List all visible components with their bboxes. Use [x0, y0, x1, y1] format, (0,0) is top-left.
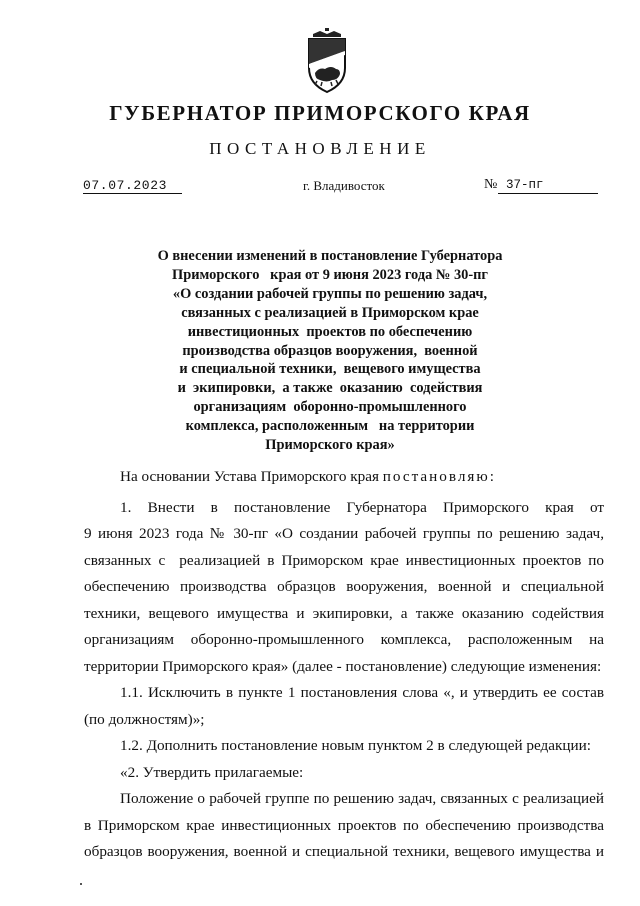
- document-body: [84, 464, 604, 866]
- para3-line: Положение о рабочей группе по решению задач, связанных с реализацией: [120, 790, 604, 807]
- number-underline: [498, 193, 598, 194]
- document-subject: [140, 247, 520, 455]
- coat-of-arms-icon: [305, 28, 349, 94]
- intro-paragraph: [84, 464, 604, 491]
- paragraph-1-2: [84, 733, 604, 760]
- document-type: ПОСТАНОВЛЕНИЕ: [209, 139, 431, 158]
- para11-line: (по должностям)»;: [84, 710, 205, 728]
- date-underline: [83, 193, 182, 194]
- para1-line: обеспечению производства образцов вооружения, военной и специальной: [84, 578, 604, 595]
- intro-decree-word: постановляю:: [382, 468, 496, 485]
- para12-line: 1.2. Дополнить постановление новым пунктом 2 в следующей редакции:: [120, 737, 591, 754]
- para1-line: 1. Внести в постановление Губернатора Приморского края от: [120, 498, 604, 516]
- paragraph-2: [84, 760, 604, 787]
- subject-line: и специальной техники, вещевого имущества: [179, 361, 481, 378]
- subject-line: и экипировки, а также оказанию содействия: [177, 380, 483, 397]
- document-number: 37-пг: [506, 178, 544, 192]
- subject-line: связанных с реализацией в Приморском крае: [181, 304, 479, 321]
- document-meta: [0, 178, 640, 200]
- subject-line: Приморского края»: [265, 437, 395, 454]
- subject-line: организациям оборонно-промышленного: [193, 399, 467, 416]
- scan-speck: [80, 883, 82, 885]
- subject-line: комплекса, расположенным на территории: [185, 418, 475, 435]
- document-city: г. Владивосток: [303, 178, 385, 193]
- paragraph-3: [84, 786, 604, 866]
- para2-line: «2. Утвердить прилагаемые:: [120, 763, 304, 781]
- para1-line: связанных с реализацией в Приморском крае инвестиционных проектов по: [84, 551, 604, 569]
- subject-line: О внесении изменений в постановление Губернатора: [157, 248, 503, 264]
- paragraph-1: [84, 495, 604, 681]
- subject-line: инвестиционных проектов по обеспечению: [187, 323, 473, 340]
- subject-line: Приморского края от 9 июня 2023 года № 30-пг: [172, 266, 488, 283]
- document-date: 07.07.2023: [83, 178, 168, 193]
- para1-line: территории Приморского края» (далее - постановление) следующие изменения:: [84, 657, 602, 675]
- para3-line: образцов вооружения, военной и специальной техники, вещевого имущества и: [84, 843, 604, 860]
- para1-line: техники, вещевого имущества и экипировки, а также оказанию содействия: [84, 604, 604, 622]
- para11-line: 1.1. Исключить в пункте 1 постановления слова «, и утвердить ее состав: [120, 684, 604, 701]
- para1-line: 9 июня 2023 года № 30-пг «О создании рабочей группы по решению задач,: [84, 525, 604, 542]
- para1-line: организациям оборонно-промышленного комплекса, расположенным на: [84, 631, 604, 648]
- subject-line: производства образцов вооружения, военной: [182, 342, 478, 359]
- authority-heading: ГУБЕРНАТОР ПРИМОРСКОГО КРАЯ: [109, 101, 531, 125]
- number-sign: №: [484, 177, 498, 192]
- subject-line: «О создании рабочей группы по решению задач,: [172, 285, 488, 302]
- para3-line: в Приморском крае инвестиционных проектов по обеспечению производства: [84, 816, 604, 834]
- paragraph-1-1: [84, 680, 604, 733]
- intro-text: На основании Устава Приморского края: [120, 468, 383, 485]
